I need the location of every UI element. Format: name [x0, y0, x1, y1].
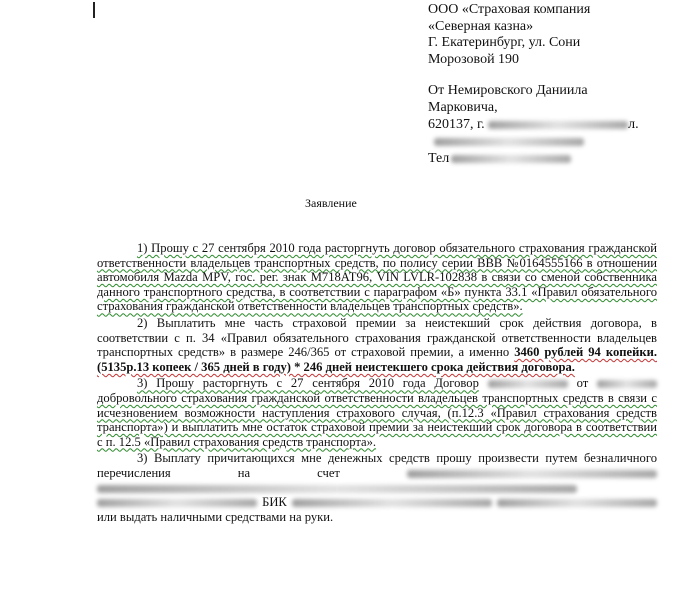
redacted-area: [434, 138, 584, 146]
sender-line3-end: л.: [628, 117, 639, 132]
paragraph-1-text: 1) Прошу с 27 сентября 2010 года расторгнуть договор обязательного страхования гражданской ответственности владельцев транспортных средств, по полису серии ВВВ №0164555166 в отношении автомобиля Mazda MPV, гос. рег. знак М718АТ96, VIN LVLR-102838 в связи со сменой собственника данного транспортного средства, в соответствии с параграфом «Б» пункта 33.1 «Правил обязательного страхования гражданской ответственности владельцев транспортных средств».: [97, 241, 657, 314]
sender-postcode: 620137, г.: [428, 117, 485, 132]
sender-line1: От Немировского Даниила: [428, 83, 588, 98]
sender-block: [428, 82, 688, 167]
redacted-area: [497, 499, 657, 507]
redacted-area: [97, 499, 257, 507]
sender-line3: [428, 116, 688, 133]
paragraph-1: [97, 241, 657, 314]
paragraph-4-end: или выдать наличными средствами на руки.: [97, 509, 334, 524]
address-line1: Г. Екатеринбург, ул. Сони: [428, 35, 581, 50]
paragraph-4-bik: БИК: [262, 495, 287, 510]
paragraph-2-bold: 3460 рублей 94 копейки. (5135р.13 копеек / 365 дней в году) * 246 дней неистекшего срока действия договора.: [97, 345, 657, 374]
paragraph-3-start: 3) Прошу расторгнуть с 27 сентября 2010 года Договор: [137, 376, 479, 391]
document-title: Заявление: [305, 196, 357, 210]
redacted-area: [292, 499, 492, 507]
paragraph-3: [97, 376, 657, 449]
paragraph-3-text: добровольного страхования гражданской ответственности владельцев транспортных средств в связи с исчезновением возможности наступления страхового случая, (п.12.3 «Правил страхования средств транспорта») и выплатить мне остаток страховой премии за неистекший срок договора в соответствии с п. 12.5 «Правил страхования средств транспорта».: [97, 390, 657, 449]
sender-phone-label: Тел: [428, 151, 450, 166]
redacted-area: [451, 155, 571, 163]
redacted-area: [597, 380, 657, 388]
address-line2: Морозовой 190: [428, 51, 520, 67]
paragraph-4-text: 3) Выплату причитающихся мне денежных средств прошу произвести путем безналичного перечисления на счет: [97, 451, 657, 480]
paragraph-3-from: от: [576, 376, 589, 391]
redacted-area: [407, 470, 657, 478]
paragraph-2-text: 2) Выплатить мне часть страховой премии за неистекший срок действия договора, в соответствии с п. 34 «Правил обязательного страхования гражданской ответственности владельцев транспортных средств» в размере 246/365 от страховой премии, а именно: [97, 315, 657, 360]
recipient-block: [428, 2, 688, 68]
redacted-area: [97, 485, 577, 493]
redacted-area: [488, 121, 628, 129]
company-line2: «Северная казна»: [428, 18, 534, 34]
sender-line5: [428, 150, 688, 167]
paragraph-2: [97, 316, 657, 374]
sender-line4: [428, 133, 688, 150]
company-line1: ООО «Страховая компания: [428, 2, 591, 17]
paragraph-4: [97, 451, 657, 524]
redacted-area: [488, 380, 568, 388]
document-body: [97, 241, 657, 524]
sender-line2: Марковича,: [428, 100, 498, 115]
text-cursor: [93, 2, 95, 18]
